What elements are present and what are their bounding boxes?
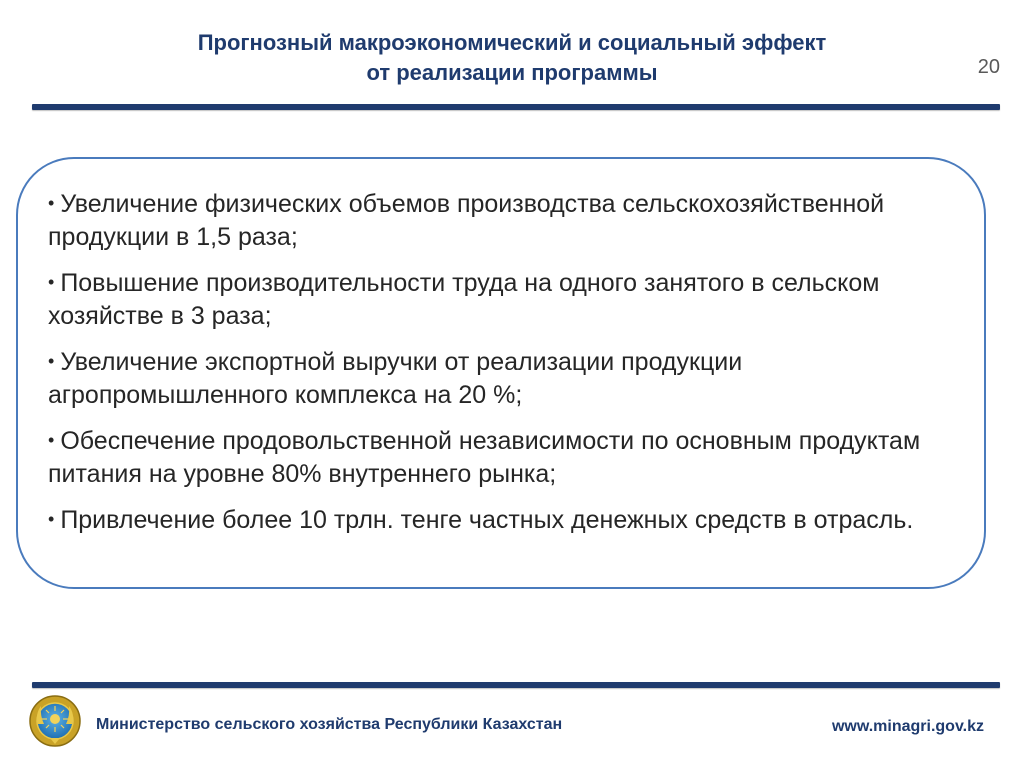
bullet-icon: • (48, 193, 55, 213)
bullet-item (48, 187, 944, 254)
content-panel (16, 157, 986, 589)
bullet-icon: • (48, 351, 55, 371)
bullet-text: Повышение производительности труда на одного занятого в сельском хозяйстве в 3 раза; (48, 269, 880, 330)
kazakhstan-state-emblem-icon (28, 694, 82, 748)
header-divider (32, 104, 1000, 110)
footer-divider (32, 682, 1000, 688)
bullet-icon: • (48, 430, 55, 450)
bullet-item (48, 266, 944, 333)
bullet-text: Привлечение более 10 трлн. тенге частных денежных средств в отрасль. (60, 506, 914, 534)
slide-title-line-1: Прогнозный макроэкономический и социальный эффект (197, 30, 827, 55)
bullet-item (48, 345, 944, 412)
bullet-icon: • (48, 272, 55, 292)
bullet-text: Увеличение экспортной выручки от реализации продукции агропромышленного комплекса на 20 %; (48, 348, 743, 409)
bullet-text: Увеличение физических объемов производства сельскохозяйственной продукции в 1,5 раза; (48, 190, 885, 251)
bullet-text: Обеспечение продовольственной независимости по основным продуктам питания на уровне 80% внутреннего рынка; (48, 427, 921, 488)
footer-website-link[interactable]: www.minagri.gov.kz (831, 718, 984, 735)
bullet-item (48, 503, 944, 537)
bullet-item (48, 424, 944, 491)
slide-title (60, 28, 964, 88)
slide-title-line-2: от реализации программы (366, 60, 658, 85)
bullet-icon: • (48, 509, 55, 529)
bullet-list (48, 187, 944, 537)
page-number: 20 (977, 56, 1000, 78)
footer-ministry-name: Министерство сельского хозяйства Республики Казахстан (96, 716, 563, 733)
